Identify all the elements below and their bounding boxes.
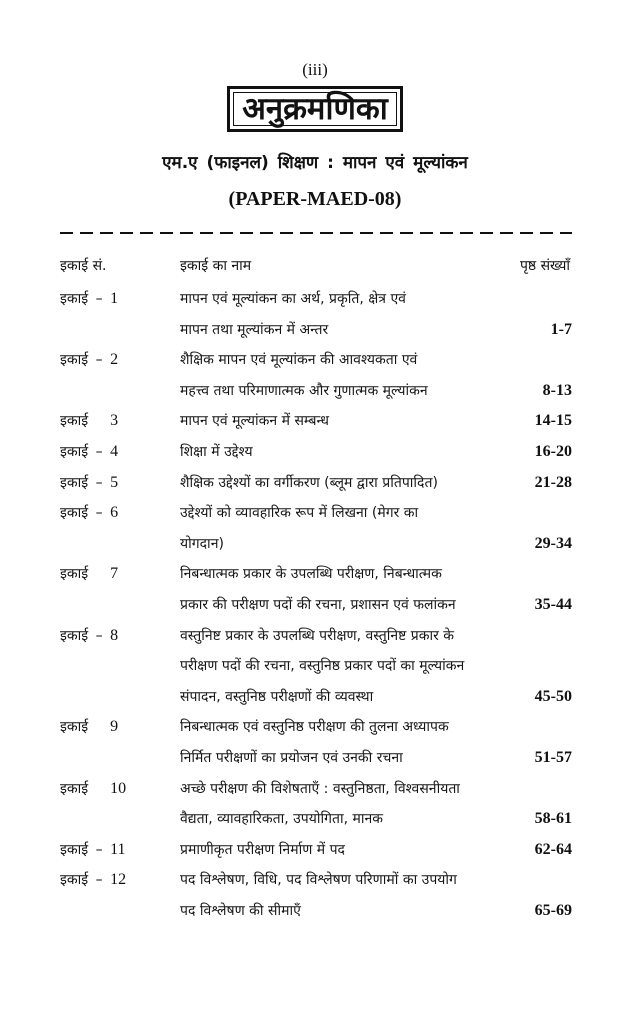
header-unit-name: इकाई का नाम bbox=[180, 258, 252, 274]
unit-label bbox=[60, 840, 126, 859]
paper-code: (PAPER-MAED-08) bbox=[228, 188, 402, 210]
toc-row bbox=[0, 687, 630, 717]
unit-title-line: पद विश्लेषण, विधि, पद विश्लेषण परिणामों का उपयोग bbox=[180, 872, 457, 889]
unit-separator: – bbox=[95, 291, 103, 307]
unit-number: 11 bbox=[110, 840, 126, 858]
unit-title-line: अच्छे परीक्षण की विशेषताएँ : वस्तुनिष्ठता, विश्वसनीयता bbox=[180, 780, 460, 797]
unit-label bbox=[60, 473, 118, 492]
toc-row bbox=[0, 289, 630, 319]
toc-row bbox=[0, 473, 630, 503]
unit-number: 8 bbox=[110, 626, 119, 644]
unit-separator: – bbox=[95, 352, 103, 369]
unit-title-line: शिक्षा में उद्देश्य bbox=[180, 444, 253, 460]
header-page-numbers: पृष्ठ संख्याँ bbox=[519, 258, 570, 274]
unit-number: 5 bbox=[110, 473, 119, 491]
unit-title-line: योगदान) bbox=[180, 535, 224, 552]
page-range: 1-7 bbox=[550, 320, 572, 338]
unit-label bbox=[60, 564, 118, 583]
unit-word: इकाई bbox=[60, 444, 89, 460]
unit-title-line: परीक्षण पदों की रचना, वस्तुनिष्ठ प्रकार पदों का मूल्यांकन bbox=[180, 658, 465, 675]
unit-separator: – bbox=[95, 627, 103, 644]
unit-word: इकाई bbox=[60, 780, 89, 797]
unit-number: 2 bbox=[110, 351, 119, 369]
unit-word: इकाई bbox=[60, 719, 89, 736]
unit-word: इकाई bbox=[60, 627, 89, 644]
toc-row bbox=[0, 411, 630, 441]
unit-separator: – bbox=[95, 872, 103, 889]
page-number: (iii) bbox=[302, 60, 328, 79]
unit-label bbox=[60, 411, 118, 430]
unit-word: इकाई bbox=[60, 474, 89, 491]
unit-label bbox=[60, 717, 118, 736]
unit-title-line: संपादन, वस्तुनिष्ठ परीक्षणों की व्यवस्था bbox=[180, 688, 374, 705]
unit-number: 3 bbox=[110, 412, 119, 430]
unit-title-line: शैक्षिक मापन एवं मूल्यांकन की आवश्यकता एवं bbox=[180, 352, 418, 369]
page-range: 62-64 bbox=[534, 840, 572, 858]
page-range: 45-50 bbox=[534, 687, 572, 705]
unit-number: 9 bbox=[110, 718, 119, 736]
unit-label bbox=[60, 503, 118, 522]
toc-row bbox=[0, 840, 630, 870]
unit-title-line: वस्तुनिष्ट प्रकार के उपलब्धि परीक्षण, वस्तुनिष्ट प्रकार के bbox=[180, 627, 455, 644]
toc-row bbox=[0, 595, 630, 625]
unit-label bbox=[60, 779, 126, 798]
toc-row bbox=[0, 381, 630, 411]
unit-separator: – bbox=[95, 505, 103, 522]
title-box bbox=[227, 86, 403, 132]
unit-title-line: पद विश्लेषण की सीमाएँ bbox=[180, 903, 301, 919]
unit-word: इकाई bbox=[60, 505, 89, 522]
toc-row bbox=[0, 626, 630, 656]
unit-label bbox=[60, 442, 118, 461]
unit-title-line: शैक्षिक उद्देश्यों का वर्गीकरण (ब्लूम द्वारा प्रतिपादित) bbox=[180, 474, 438, 491]
unit-title-line: मापन एवं मूल्यांकन में सम्बन्ध bbox=[180, 413, 329, 430]
page-range: 21-28 bbox=[534, 473, 572, 491]
unit-title-line: निबन्धात्मक एवं वस्तुनिष्ठ परीक्षण की तुलना अध्यापक bbox=[180, 719, 449, 736]
toc-row bbox=[0, 503, 630, 533]
toc-row bbox=[0, 809, 630, 839]
unit-number: 10 bbox=[110, 779, 127, 797]
unit-label bbox=[60, 870, 126, 889]
unit-title-line: प्रमाणीकृत परीक्षण निर्माण में पद bbox=[180, 841, 345, 858]
unit-word: इकाई bbox=[60, 352, 89, 369]
toc-row bbox=[0, 534, 630, 564]
page-range: 14-15 bbox=[534, 412, 572, 430]
page-range: 58-61 bbox=[534, 810, 572, 828]
dashed-divider bbox=[60, 226, 572, 240]
page-range: 65-69 bbox=[534, 902, 572, 919]
unit-word: इकाई bbox=[60, 872, 89, 889]
unit-separator: – bbox=[95, 444, 103, 460]
toc-row bbox=[0, 870, 630, 900]
unit-separator: – bbox=[95, 841, 103, 858]
unit-title-line: वैद्यता, व्यावहारिकता, उपयोगिता, मानक bbox=[180, 811, 384, 828]
unit-label bbox=[60, 289, 118, 308]
unit-number: 1 bbox=[110, 290, 119, 307]
header-unit-number: इकाई सं. bbox=[60, 258, 107, 274]
page-range: 35-44 bbox=[534, 596, 572, 613]
page-range: 29-34 bbox=[534, 534, 572, 552]
unit-word: इकाई bbox=[60, 291, 89, 307]
unit-word: इकाई bbox=[60, 566, 89, 583]
unit-title-line: मापन तथा मूल्यांकन में अन्तर bbox=[180, 321, 329, 338]
page-range: 16-20 bbox=[534, 443, 572, 460]
page-range: 51-57 bbox=[534, 749, 572, 766]
toc-row bbox=[0, 779, 630, 809]
toc-row bbox=[0, 320, 630, 350]
unit-separator: – bbox=[95, 474, 103, 491]
unit-title-line: उद्देश्यों को व्यावहारिक रूप में लिखना (मेगर का bbox=[180, 505, 419, 522]
page-title: अनुक्रमणिका bbox=[242, 90, 388, 127]
toc-row bbox=[0, 564, 630, 594]
unit-title-line: मापन एवं मूल्यांकन का अर्थ, प्रकृति, क्षेत्र एवं bbox=[180, 291, 406, 307]
unit-title-line: महत्त्व तथा परिमाणात्मक और गुणात्मक मूल्यांकन bbox=[180, 382, 428, 399]
unit-word: इकाई bbox=[60, 413, 89, 430]
toc-row bbox=[0, 442, 630, 472]
unit-number: 12 bbox=[110, 871, 127, 889]
unit-label bbox=[60, 626, 118, 645]
page-range: 8-13 bbox=[542, 381, 572, 399]
unit-number: 4 bbox=[110, 443, 119, 460]
unit-word: इकाई bbox=[60, 841, 89, 858]
unit-label bbox=[60, 350, 118, 369]
toc-row bbox=[0, 717, 630, 747]
toc-row bbox=[0, 656, 630, 686]
unit-title-line: निबन्धात्मक प्रकार के उपलब्धि परीक्षण, निबन्धात्मक bbox=[180, 566, 442, 583]
toc-row bbox=[0, 901, 630, 931]
toc-row bbox=[0, 748, 630, 778]
unit-title-line: प्रकार की परीक्षण पदों की रचना, प्रशासन एवं फलांकन bbox=[180, 597, 456, 613]
unit-number: 7 bbox=[110, 565, 119, 583]
unit-title-line: निर्मित परीक्षणों का प्रयोजन एवं उनकी रचना bbox=[180, 750, 403, 766]
course-subtitle: एम.ए (फाइनल) शिक्षण : मापन एवं मूल्यांकन bbox=[162, 153, 468, 173]
unit-number: 6 bbox=[110, 504, 119, 522]
toc-row bbox=[0, 350, 630, 380]
